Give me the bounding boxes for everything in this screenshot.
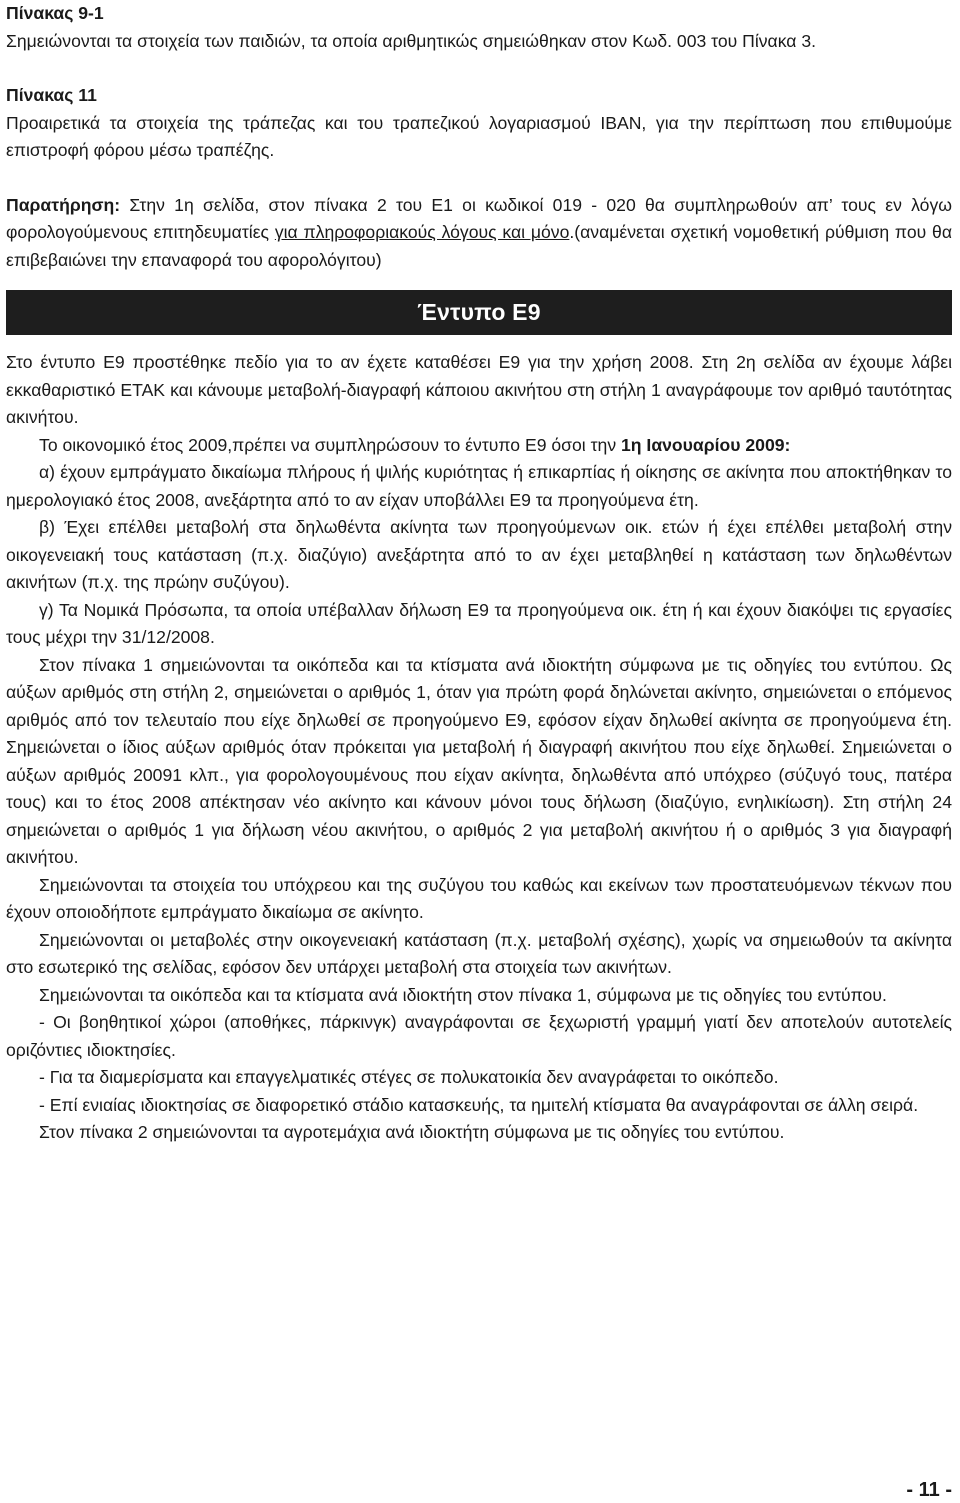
- table-9-1-title: Πίνακας 9-1: [6, 3, 104, 23]
- table-11-text: Προαιρετικά τα στοιχεία της τράπεζας και του τραπεζικού λογαριασμού ΙΒΑΝ, για την περίπτωση που επιθυμούμε επιστροφή φόρου μέσω τραπέζης.: [6, 112, 952, 160]
- e9-item-b: β) Έχει επέλθει μεταβολή στα δηλωθέντα ακίνητα των προηγούμενων οικ. ετών ή έχει επέλθει μεταβολή στην οικογενειακή τους κατάσταση (π.χ. διαζύγιο) ανεξάρτητα από το αν έχει μεταβληθεί η κατάσταση των δηλωθέντων ακινήτων (π.χ. της πρώην συζύγου).: [6, 517, 952, 592]
- remark-text: Στην 1η σελίδα, στον πίνακα 2 του Ε1 οι κωδικοί 019 - 020 θα συμπληρωθούν απ’ τους εν λόγω φορολογούμενους επιτηδευματίες: [6, 194, 952, 242]
- e9-paragraph-1: Στο έντυπο Ε9 προστέθηκε πεδίο για το αν έχετε καταθέσει Ε9 για την χρήση 2008. Στη 2η σελίδα αν έχουμε λάβει εκκαθαριστικό ΕΤΑΚ και κάνουμε μεταβολή-διαγραφή κάποιου ακινήτου στη στήλη 1 αναγράφουμε τον αριθμό ταυτότητας ακινήτου.: [6, 352, 952, 427]
- remark-tail: .(αναμένεται σχετική νομοθετική ρύθμιση που θα επιβεβαιώνει την επαναφορά του αφορολόγιτου): [6, 222, 952, 270]
- table-11-title: Πίνακας 11: [6, 85, 97, 105]
- e9-paragraph-2: [6, 432, 952, 460]
- e9-paragraph-table-1: Στον πίνακα 1 σημειώνονται τα οικόπεδα και τα κτίσματα ανά ιδιοκτήτη σύμφωνα με τις οδηγίες του εντύπου. Ως αύξων αριθμός στη στήλη 2, σημειώνεται ο αριθμός 1, όταν για πρώτη φορά δηλώνεται ακίνητο, σημειώνεται ο επόμενος αριθμός από τον τελευταίο που είχε δηλωθεί σε προηγούμενο Ε9, εφόσον είχαν δηλωθεί ακίνητα σε προηγούμενα έτη. Σημειώνεται ο ίδιος αύξων αριθμός όταν πρόκειται για μεταβολή ή διαγραφή ακινήτου που είχε δηλωθεί. Σημειώνεται ο αύξων αριθμός 20091 κλπ., για φορολογουμένους που είχαν ακίνητα, δηλωθέντα από υπόχρεο (σύζυγό τους, πατέρα τους) και το έτος 2008 απέκτησαν νέο ακίνητο και κάνουν μόνοι τους δήλωση (διαζύγιο, ενηλικίωση). Στη στήλη 24 σημειώνεται ο αριθμός 1 για δήλωση νέου ακινήτου, ο αριθμός 2 για μεταβολή ακινήτου ή ο αριθμός 3 για διαγραφή ακινήτου.: [6, 654, 952, 867]
- e9-bullet-auxiliary: - Οι βοηθητικοί χώροι (αποθήκες, πάρκινγκ) αναγράφονται σε ξεχωριστή γραμμή γιατί δεν αποτελούν αυτοτελείς οριζόντιες ιδιοκτησίες.: [6, 1012, 952, 1060]
- e9-bullet-apartments: - Για τα διαμερίσματα και επαγγελματικές στέγες σε πολυκατοικία δεν αναγράφεται το οικόπεδο.: [39, 1067, 779, 1087]
- e9-paragraph-plots: Σημειώνονται τα οικόπεδα και τα κτίσματα ανά ιδιοκτήτη στον πίνακα 1, σύμφωνα με τις οδηγίες του εντύπου.: [39, 984, 887, 1005]
- remark-paragraph: [6, 192, 952, 275]
- remark-label: Παρατήρηση:: [6, 194, 121, 215]
- e9-p2-bold: 1η Ιανουαρίου 2009:: [621, 434, 791, 455]
- document-page: [6, 0, 952, 1147]
- e9-p2-text: Το οικονομικό έτος 2009,πρέπει να συμπληρώσουν το έντυπο Ε9 όσοι την: [39, 434, 622, 455]
- e9-item-c: γ) Τα Νομικά Πρόσωπα, τα οποία υπέβαλλαν δήλωση Ε9 τα προηγούμενα οικ. έτη ή και έχουν διακόψει τις εργασίες τους μέχρι την 31/12/2008.: [6, 599, 952, 647]
- page-number: - 11 -: [906, 1479, 952, 1501]
- e9-paragraph-table-2: Στον πίνακα 2 σημειώνονται τα αγροτεμάχια ανά ιδιοκτήτη σύμφωνα με τις οδηγίες του εντύπου.: [39, 1122, 785, 1142]
- e9-bullet-unfinished: - Επί ενιαίας ιδιοκτησίας σε διαφορετικό στάδιο κατασκευής, τα ημιτελή κτίσματα θα αναγράφονται σε άλλη σειρά.: [39, 1094, 919, 1115]
- e9-paragraph-obligor: Σημειώνονται τα στοιχεία του υπόχρεου και της συζύγου του καθώς και εκείνων των προστατευόμενων τέκνων που έχουν οποιοδήποτε εμπράγματο δικαίωμα σε ακίνητο.: [6, 874, 952, 922]
- table-9-1-text: Σημειώνονται τα στοιχεία των παιδιών, τα οποία αριθμητικώς σημειώθηκαν στον Κωδ. 003 του Πίνακα 3.: [6, 30, 817, 51]
- e9-item-a: α) έχουν εμπράγματο δικαίωμα πλήρους ή ψιλής κυριότητας ή επικαρπίας ή οίκησης σε ακίνητα που αποκτήθηκαν το ημερολογιακό έτος 2008, ανεξάρτητα από το αν είχαν υποβάλλει Ε9 τα προηγούμενα έτη.: [6, 462, 952, 510]
- banner-title: Έντυπο Ε9: [417, 299, 541, 325]
- e9-paragraph-changes: Σημειώνονται οι μεταβολές στην οικογενειακή κατάσταση (π.χ. μεταβολή σχέσης), χωρίς να σημειωθούν τα ακίνητα στο εσωτερικό της σελίδας, εφόσον δεν υπάρχει μεταβολή στα στοιχεία των ακινήτων.: [6, 929, 952, 977]
- form-e9-banner: [6, 290, 952, 335]
- remark-underlined: για πληροφοριακούς λόγους και μόνο: [274, 222, 570, 242]
